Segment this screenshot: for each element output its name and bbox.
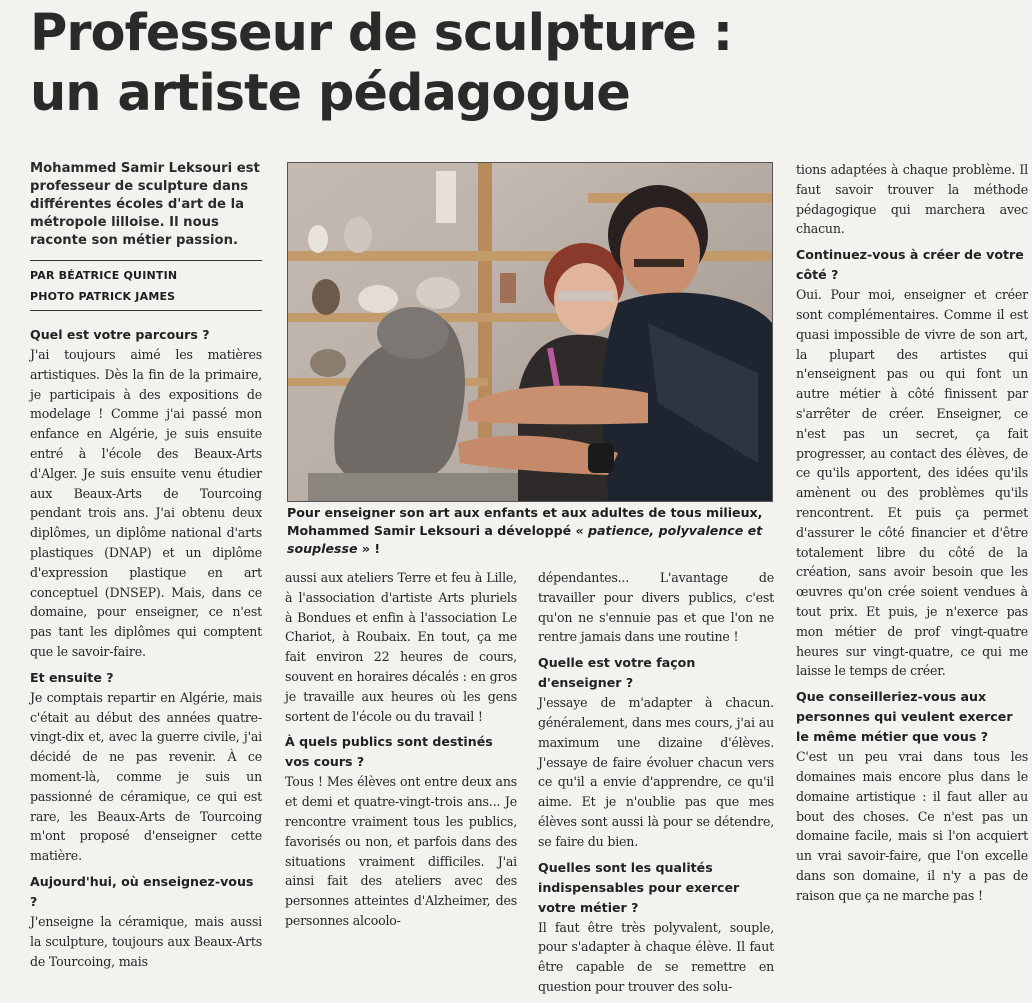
- answer-facon-enseigner: J'essaye de m'adapter à chacun. généralement, dans mes cours, j'ai au maximum une dizaine d'élèves. J'essaye de faire évoluer chacun vers ce qu'il a envie d'apprendre, ce qu'il aime. Et je n'oublie pas que mes élèves sont aussi là pour se détendre, se faire du bien.: [538, 695, 774, 849]
- headline-line-1: Professeur de sculpture :: [30, 4, 733, 63]
- answer-ou-enseignez-part-2: aussi aux ateliers Terre et feu à Lille, à l'association d'artiste Arts pluriels à Bondues et enfin à l'association Le Chariot, à Roubaix. En tout, ça me fait environ 22 heures de cours, souvent en horaires décalés : en gros je travaille aux heures où les gens sortent de l'école ou du travail !: [285, 570, 517, 724]
- column-2: [285, 568, 517, 937]
- question-publics: À quels publics sont destinés vos cours ?: [285, 734, 493, 770]
- column-3: [538, 568, 774, 1003]
- answer-publics-part-1: Tous ! Mes élèves ont entre deux ans et demi et quatre-vingt-trois ans... Je rencontre vraiment tous les publics, favorisés ou non, et parfois dans des situations vraiment difficiles. J'ai ainsi fait des ateliers avec des personnes atteintes d'Alzheimer, des personnes alcoolo-: [285, 774, 517, 928]
- question-continuez-creer: Continuez-vous à créer de votre côté ?: [796, 247, 1024, 283]
- answer-conseils: C'est un peu vrai dans tous les domaines mais encore plus dans le domaine artistique : il faut aller au bout des choses. Ce n'est pas un domaine facile, mais si l'on acquiert un vrai savoir-faire, que l'on excelle dans son domaine, il n'y a pas de raison que ça ne marche pas !: [796, 749, 1028, 903]
- photo-caption: [287, 504, 775, 558]
- answer-parcours: J'ai toujours aimé les matières artistiques. Dès la fin de la primaire, je participais à des expositions de modelage ! Comme j'ai passé mon enfance en Algérie, je suis ensuite entré à l'école des Beaux-Arts d'Alger. Je suis ensuite venu étudier aux Beaux-Arts de Tourcoing pendant trois ans. J'ai obtenu deux diplômes, un diplôme national d'arts plastiques (DNAP) et un diplôme d'expression plastique en art conceptuel (DNSEP). Mais, dans ce domaine, pour enseigner, ce n'est pas tant les diplômes qui comptent que le savoir-faire.: [30, 347, 262, 659]
- caption-part-1: Pour enseigner son art aux enfants et aux adultes de tous milieux, Mohammed Samir Leksouri a développé «: [287, 505, 763, 538]
- answer-ou-enseignez-part-1: J'enseigne la céramique, mais aussi la sculpture, toujours aux Beaux-Arts de Tourcoing, mais: [30, 913, 262, 969]
- lede: Mohammed Samir Leksouri est professeur de sculpture dans différentes écoles d'art de la métropole lilloise. Il nous raconte son métier passion.: [30, 161, 260, 248]
- answer-qualites-part-1: Il faut être très polyvalent, souple, pour s'adapter à chaque élève. Il faut être capable de se remettre en question pour trouver des solu-: [538, 919, 774, 994]
- photo-illustration: [288, 163, 772, 501]
- question-qualites: Quelles sont les qualités indispensables pour exercer votre métier ?: [538, 859, 740, 915]
- caption-part-2: » !: [357, 541, 381, 556]
- question-parcours: Quel est votre parcours ?: [30, 327, 210, 342]
- headline: [30, 4, 1020, 124]
- answer-continuez-creer: Oui. Pour moi, enseigner et créer sont complémentaires. Comme il est quasi impossible de vivre de son art, la plupart des artistes qui n'enseignent pas ou qui font un autre métier à côté finissent par s'arrêter de créer. Enseigner, ce n'est pas un secret, ça fait progresser, au contact des élèves, de ce qu'ils apportent, des idées qu'ils amènent ou des problèmes qu'ils rencontrent. Et puis ça permet d'assurer le côté financier et d'être totalement libre du côté de la création, sans avoir besoin que les œuvres qu'on crée soient vendues à tout prix. Et puis, je n'exerce pas mon métier de prof vingt-quatre heures sur vingt-quatre, ce qui me laisse le temps de créer.: [796, 287, 1028, 679]
- question-facon-enseigner: Quelle est votre façon d'enseigner ?: [538, 655, 696, 691]
- answer-ensuite: Je comptais repartir en Algérie, mais c'était au début des années quatre-vingt-dix et, avec la guerre civile, j'ai décidé de ne pas revenir. À ce moment-là, comme je suis un passionné de céramique, ce qui est rare, les Beaux-Arts de Tourcoing m'ont proposé d'enseigner cette matière.: [30, 689, 262, 864]
- column-1: [30, 160, 262, 977]
- credits: [30, 260, 262, 311]
- question-conseils: Que conseilleriez-vous aux personnes qui veulent exercer le même métier que vous ?: [796, 689, 1013, 745]
- answer-qualites-part-2: tions adaptées à chaque problème. Il faut savoir trouver la méthode pédagogique qui marchera avec chacun.: [796, 162, 1028, 237]
- article-photo: [287, 162, 773, 502]
- photo-credit: PHOTO PATRICK JAMES: [30, 290, 176, 303]
- question-ensuite: Et ensuite ?: [30, 669, 114, 685]
- answer-publics-part-2: dépendantes... L'avantage de travailler pour divers publics, c'est qu'on ne s'ennuie pas et que l'on ne rentre jamais dans une routine !: [538, 570, 774, 645]
- caption-emphasis: patience, polyvalence et souplesse: [287, 523, 763, 556]
- question-ou-enseignez: Aujourd'hui, où enseignez-vous ?: [30, 873, 254, 909]
- column-4: [796, 160, 1028, 912]
- headline-line-2: un artiste pédagogue: [30, 64, 630, 123]
- author-credit: PAR BÉATRICE QUINTIN: [30, 269, 178, 282]
